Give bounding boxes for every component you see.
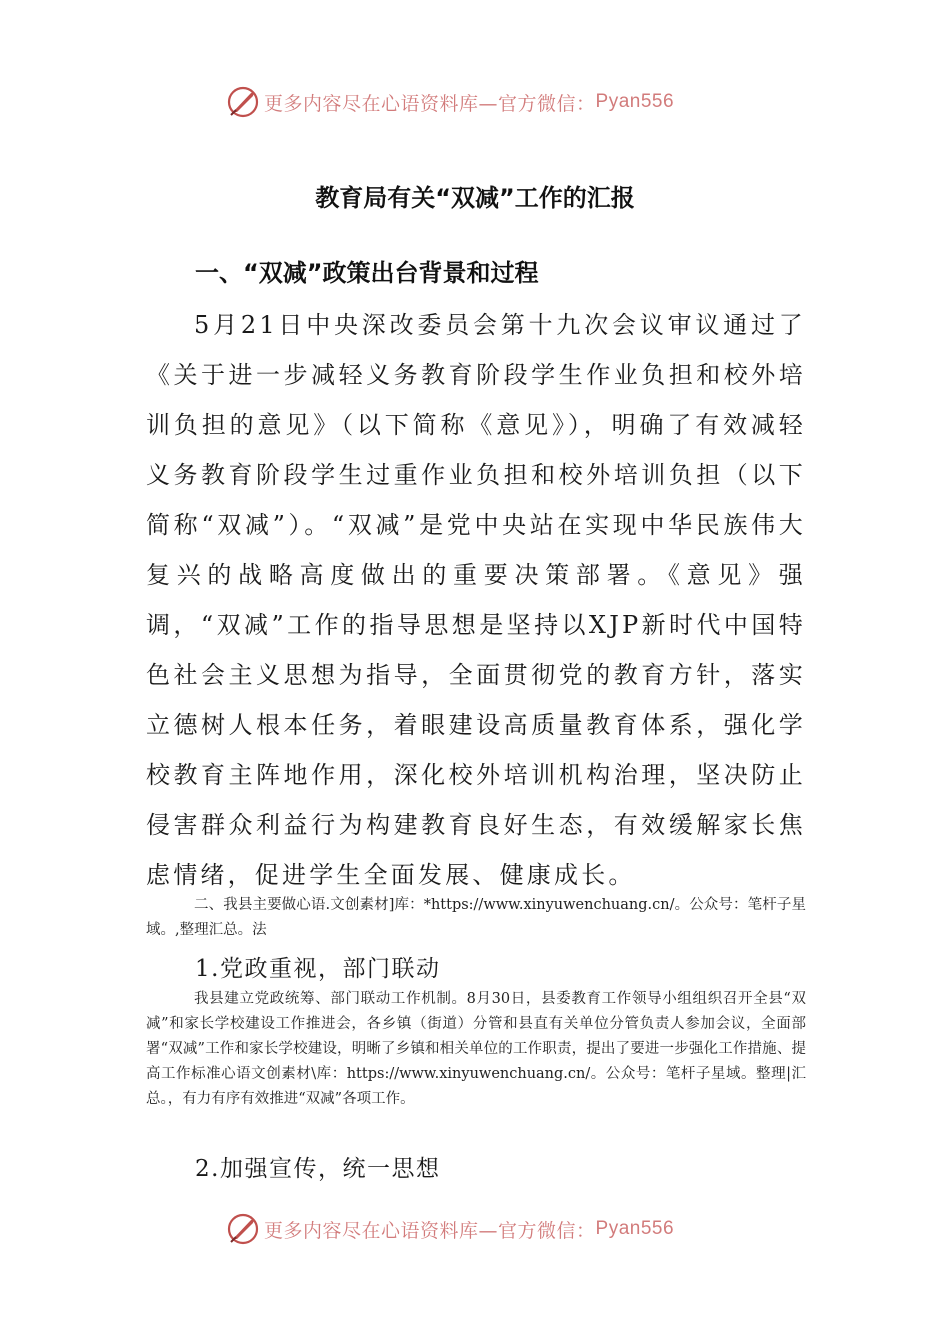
section-heading-1: 一、“双减”政策出台背景和过程	[195, 259, 539, 287]
banner-wechat-id: Pyan556	[595, 91, 675, 112]
quill-logo-icon	[226, 1212, 260, 1246]
paragraph-section-two: 二、我县主要做心语.文创素材]库：*https://www.xinyuwenchuang.cn/。公众号：笔杆子星域。,整理汇总。法	[146, 897, 806, 938]
header-banner	[226, 85, 746, 119]
subheading-2: 2.加强宣传，统一思想	[195, 1156, 441, 1182]
document-title: 教育局有关“双减”工作的汇报	[315, 184, 635, 212]
banner-text: 更多内容尽在心语资料库—官方微信：	[264, 1219, 596, 1242]
paragraph-background: 5月21日中央深改委员会第十九次会议审议通过了《关于进一步减轻义务教育阶段学生作业负担和校外培训负担的意见》（以下简称《意见》），明确了有效减轻义务教育阶段学生过重作业负担和校外培训负担（以下简称“双减”）。“双减”是党中央站在实现中华民族伟大复兴的战略高度做出的重要决策部署。《意见》强调，“双减”工作的指导思想是坚持以XJP新时代中国特色社会主义思想为指导，全面贯彻党的教育方针，落实立德树人根本任务，着眼建设高质量教育体系，强化学校教育主阵地作用，深化校外培训机构治理，坚决防止侵害群众利益行为构建教育良好生态，有效缓解家长焦虑情绪，促进学生全面发展、健康成长。	[146, 311, 806, 889]
quill-logo-icon	[226, 85, 260, 119]
banner-text: 更多内容尽在心语资料库—官方微信：	[264, 92, 596, 115]
paragraph-party-coordination: 我县建立党政统筹、部门联动工作机制。8月30日，县委教育工作领导小组组织召开全县“双减”和家长学校建设工作推进会，各乡镇（街道）分管和县直有关单位分管负责人参加会议，全面部署“双减”工作和家长学校建设，明晰了乡镇和相关单位的工作职责，提出了要进一步强化工作措施、提高工作标准心语文创素材\库：https://www.xinyuwenchuang.cn/。公众号：笔杆子星域。整理|汇总。，有力有序有效推进“双减”各项工作。	[146, 991, 806, 1107]
subheading-1: 1.党政重视，部门联动	[195, 956, 441, 982]
banner-wechat-id: Pyan556	[595, 1218, 675, 1239]
footer-banner	[226, 1212, 746, 1246]
